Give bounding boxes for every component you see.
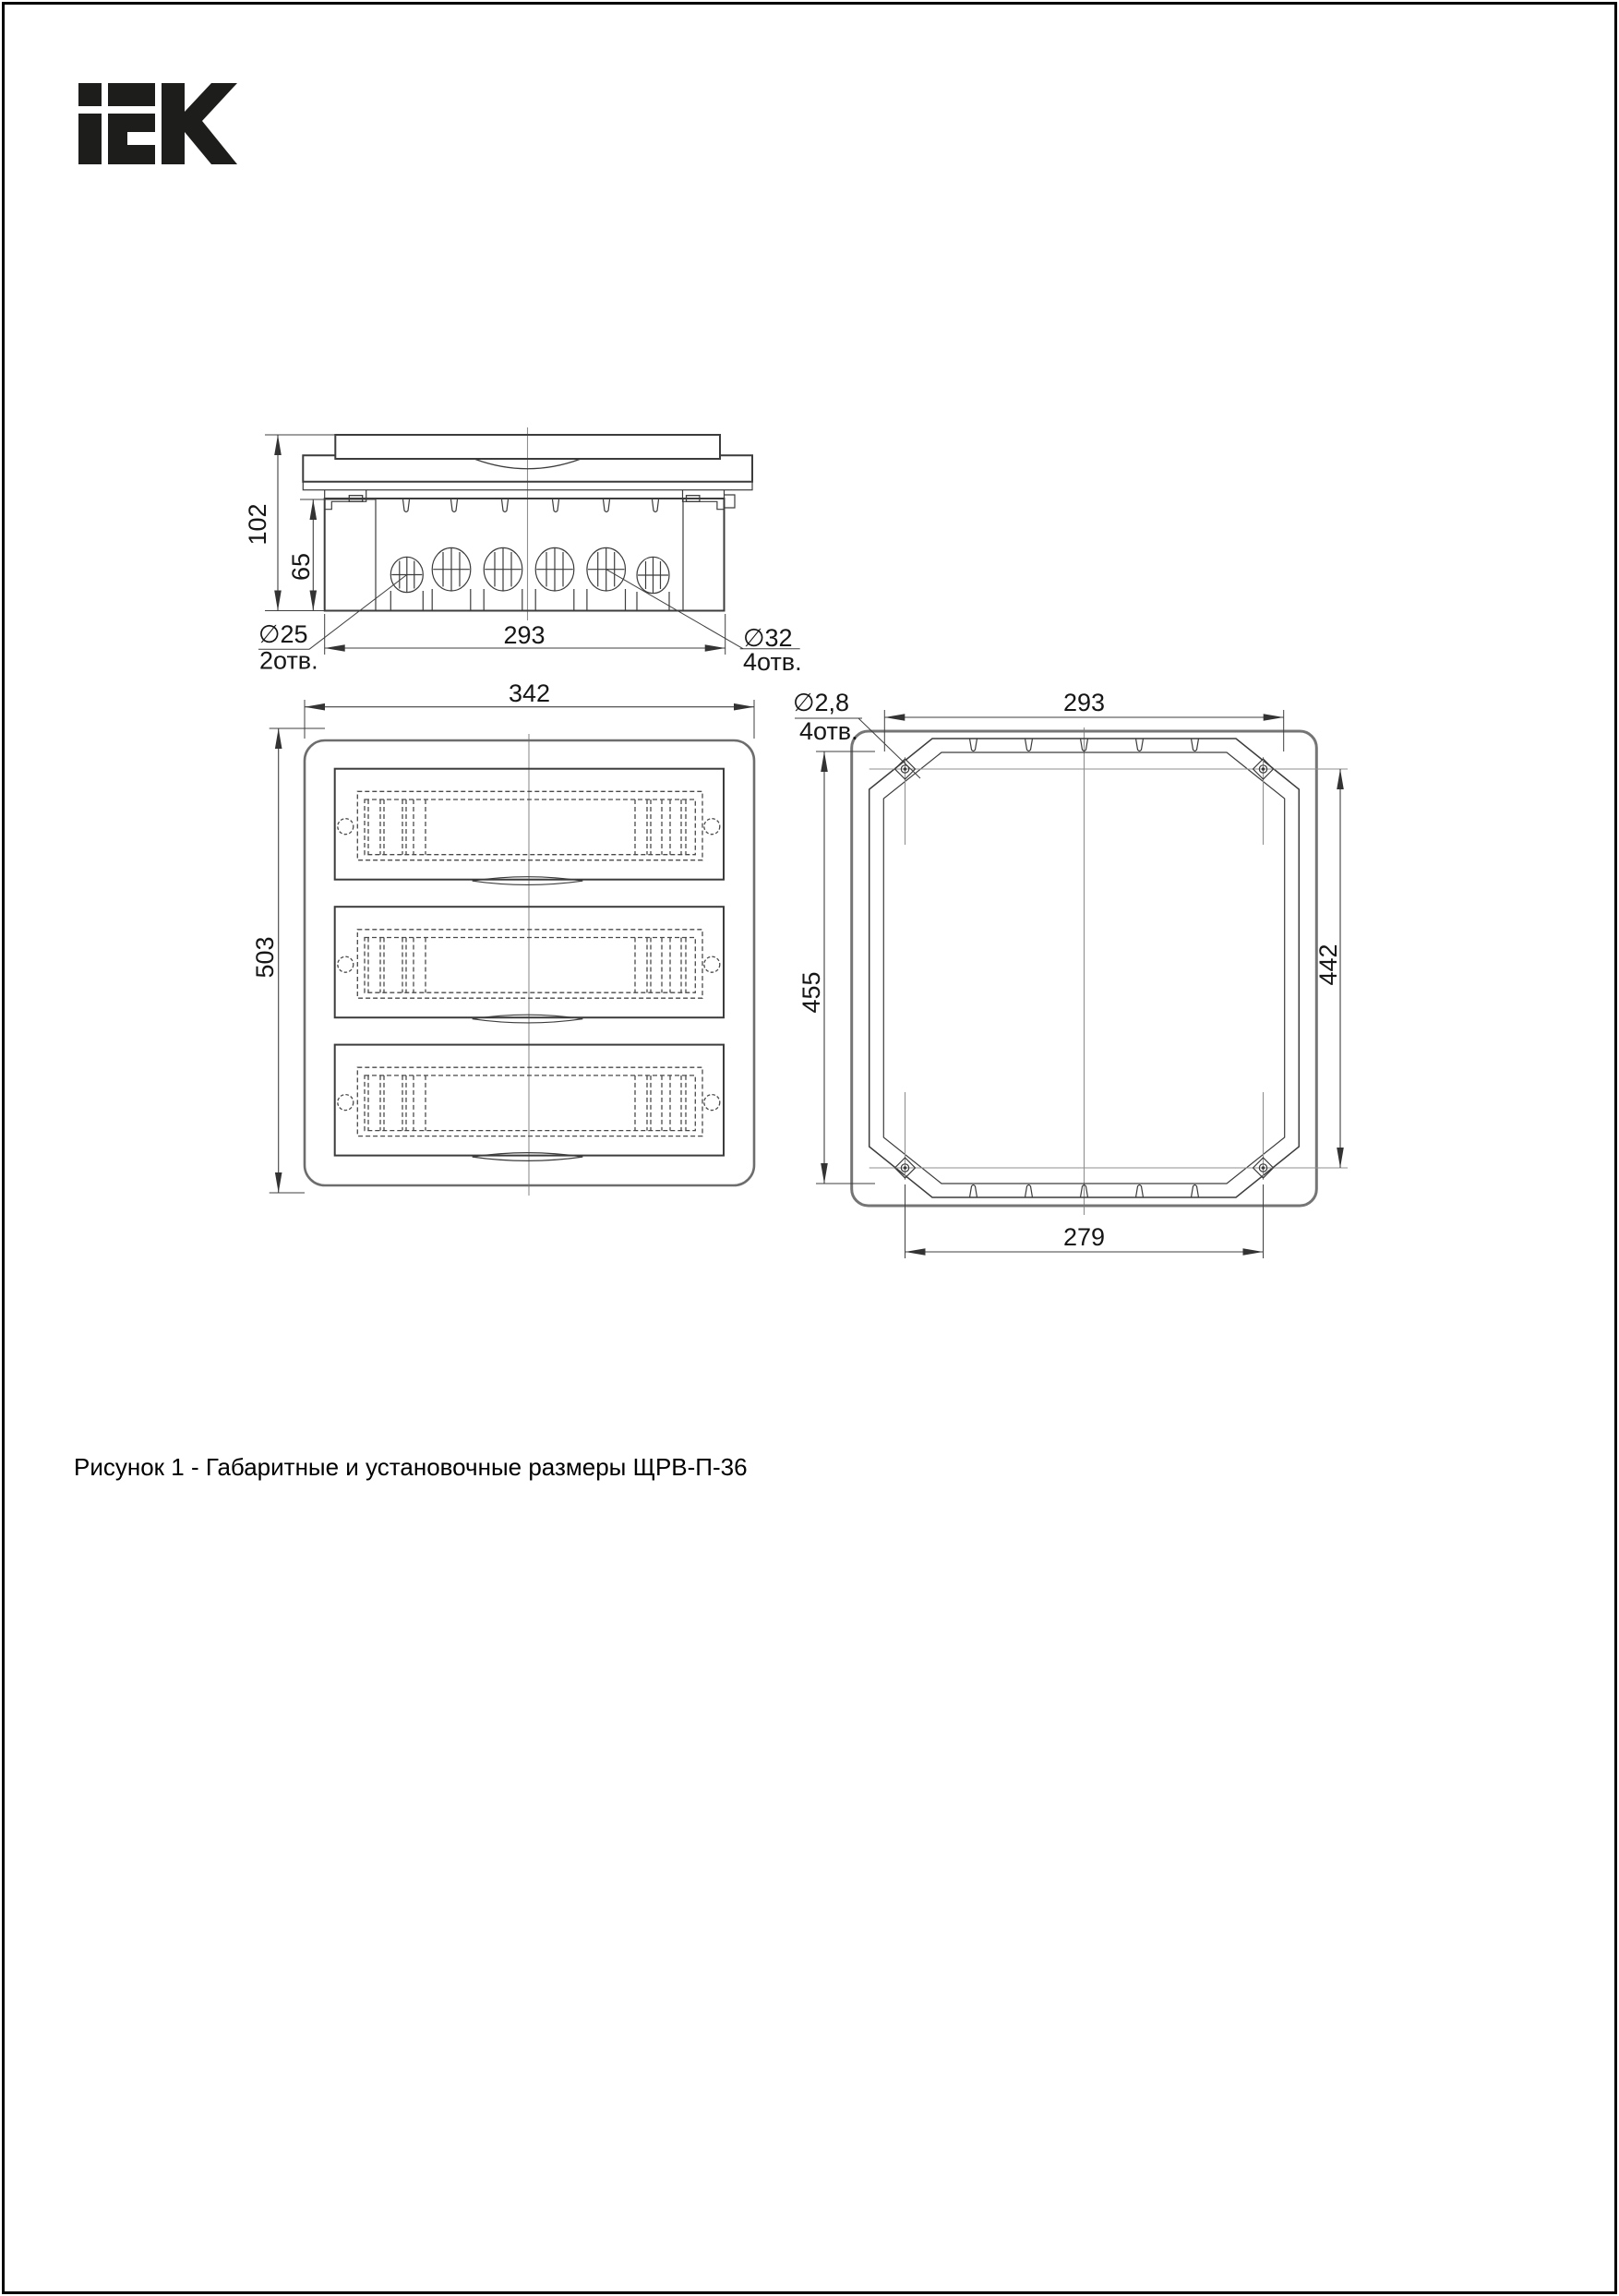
iek-logo [78,83,237,164]
front-door-handle [473,877,583,885]
label-d32-count: 4отв. [743,648,802,676]
front-view-drawing [245,679,775,1209]
callout-d25 [258,575,407,675]
rear-hole-axes [869,757,1348,1180]
rear-view-drawing [789,679,1366,1274]
iek-logo-glyphs [78,83,237,164]
front-screw-hole [338,819,354,835]
dim-label-65: 65 [287,552,315,582]
side-view-drawing [231,411,812,683]
dim-label-293-rear: 293 [1062,689,1106,716]
front-screw-hole [704,819,720,835]
dim-label-342: 342 [508,679,551,707]
dimension-455 [798,751,875,1184]
dimension-503 [251,728,325,1193]
dim-label-102: 102 [244,503,271,546]
dim-label-442: 442 [1314,944,1342,986]
dimension-293-side [325,614,726,655]
dimension-65 [287,499,376,611]
front-screw-hole [338,956,354,972]
dimension-442 [1314,769,1342,1168]
front-screw-hole [704,956,720,972]
figure-caption: Рисунок 1 - Габаритные и установочные размеры ЩРВ-П-36 [74,1453,748,1481]
label-d32: ∅32 [743,624,793,652]
front-door-handle [473,1153,583,1161]
label-d25: ∅25 [258,620,308,648]
dim-label-503: 503 [251,936,279,979]
label-d28: ∅2,8 [792,689,849,716]
front-screw-hole [338,1095,354,1111]
dim-label-293-side: 293 [503,621,546,649]
front-door-handle [473,1015,583,1023]
side-hooks [403,499,659,512]
dimension-102 [244,435,335,611]
front-screw-hole [704,1095,720,1111]
callout-d28 [793,689,920,778]
callout-d32 [606,570,802,676]
label-d25-count: 2отв. [259,646,318,675]
dimension-342 [305,679,754,739]
dim-label-455: 455 [798,971,825,1014]
label-d28-count: 4отв. [799,717,858,745]
side-knockout-holes [390,547,669,610]
dim-label-279: 279 [1062,1223,1106,1251]
